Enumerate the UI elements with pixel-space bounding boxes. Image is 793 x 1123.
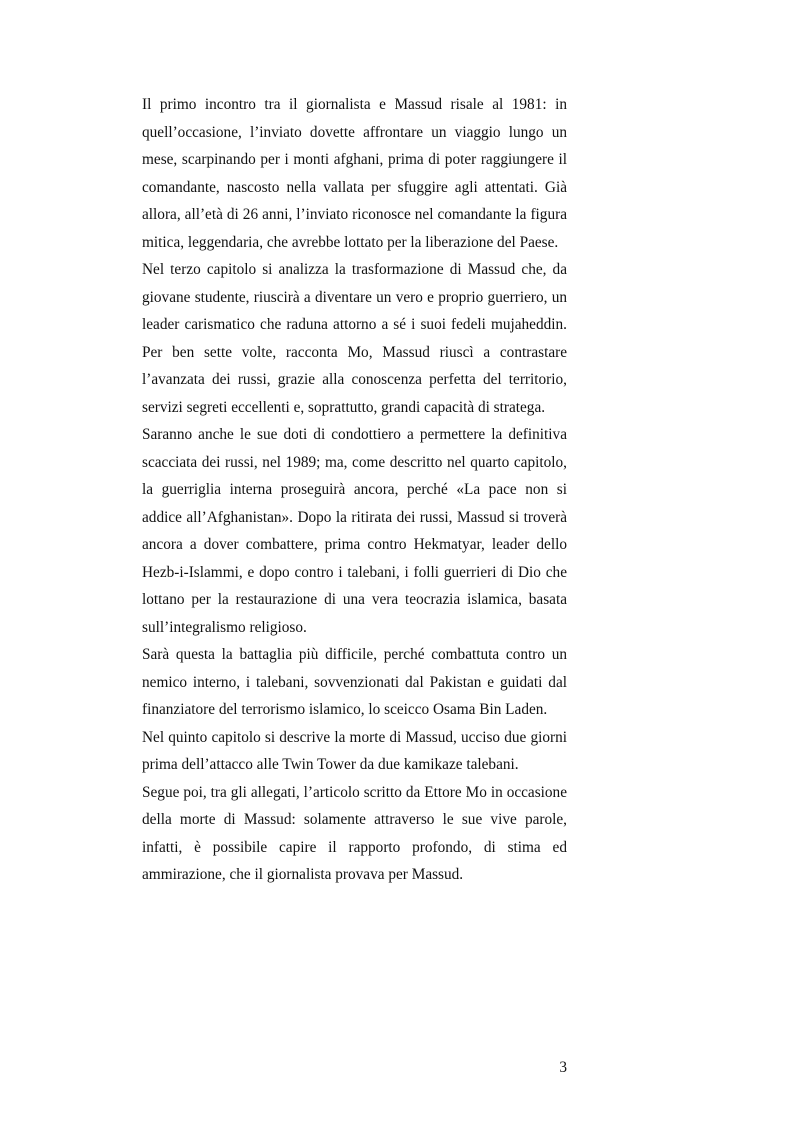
paragraph: Saranno anche le sue doti di condottiero a permettere la definitiva scacciata dei russi, nel 1989; ma, come descritto nel quarto capitolo, la guerriglia interna proseguirà ancora, perché «La pace non si addice all’Afghanistan». Dopo la ritirata dei russi, Massud si troverà ancora a dover combattere, prima contro Hekmatyar, leader dello Hezb-i-Islammi, e dopo contro i talebani, i folli guerrieri di Dio che lottano per la restaurazione di una vera teocrazia islamica, basata sull’integralismo religioso. bbox=[142, 426, 567, 636]
body-text bbox=[142, 91, 567, 889]
paragraph: Nel quinto capitolo si descrive la morte di Massud, ucciso due giorni prima dell’attacco alle Twin Tower da due kamikaze talebani. bbox=[142, 728, 567, 773]
paragraph: Il primo incontro tra il giornalista e Massud risale al 1981: in quell’occasione, l’inviato dovette affrontare un viaggio lungo un mese, scarpinando per i monti afghani, prima di poter raggiungere il comandante, nascosto nella vallata per sfuggire agli attentati. Già allora, all’età di 26 anni, l’inviato riconosce nel comandante la figura mitica, leggendaria, che avrebbe lottato per la liberazione del Paese. bbox=[142, 96, 567, 251]
paragraph: Segue poi, tra gli allegati, l’articolo scritto da Ettore Mo in occasione della morte di Massud: solamente attraverso le sue vive parole, infatti, è possibile capire il rapporto profondo, di stima ed ammirazione, che il giornalista provava per Massud. bbox=[142, 783, 567, 883]
page-number: 3 bbox=[559, 1059, 567, 1076]
paragraph: Sarà questa la battaglia più difficile, perché combattuta contro un nemico interno, i talebani, sovvenzionati dal Pakistan e guidati dal finanziatore del terrorismo islamico, lo sceicco Osama Bin Laden. bbox=[142, 646, 567, 718]
paragraph: Nel terzo capitolo si analizza la trasformazione di Massud che, da giovane studente, riuscirà a diventare un vero e proprio guerriero, un leader carismatico che raduna attorno a sé i suoi fedeli mujaheddin. Per ben sette volte, racconta Mo, Massud riuscì a contrastare l’avanzata dei russi, grazie alla conoscenza perfetta del territorio, servizi segreti eccellenti e, soprattutto, grandi capacità di stratega. bbox=[142, 261, 567, 416]
